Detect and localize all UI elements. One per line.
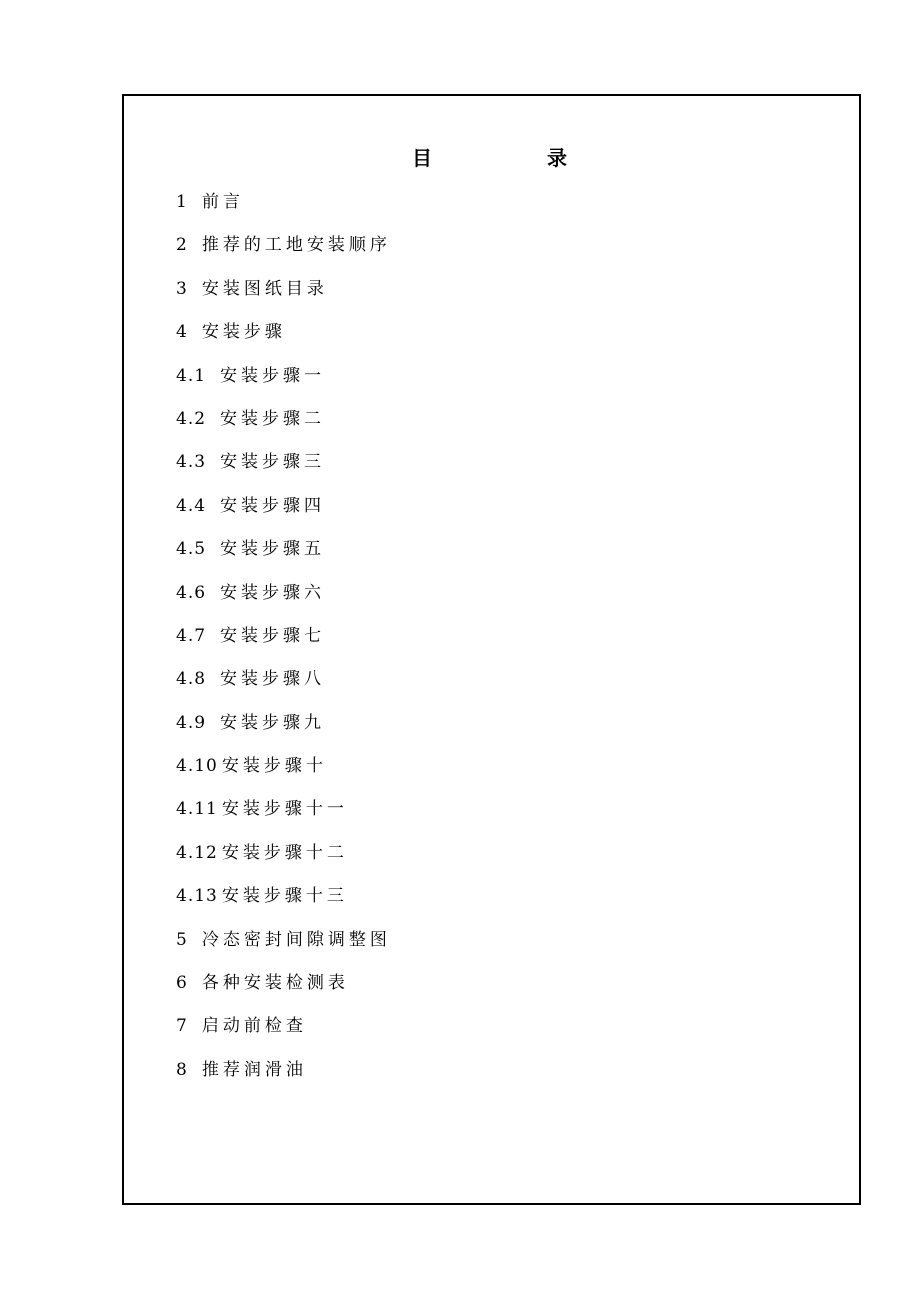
toc-item-4-10[interactable]	[176, 753, 391, 796]
toc-item-4-6[interactable]	[176, 580, 391, 623]
toc-item-1[interactable]	[176, 189, 391, 232]
toc-item-label: 前言	[201, 192, 244, 212]
toc-item-4-13[interactable]	[176, 883, 391, 926]
toc-item-number: 4.3	[176, 452, 207, 473]
toc-item-number: 4.10	[176, 756, 218, 777]
toc-item-label: 安装步骤四	[220, 495, 326, 516]
toc-item-number: 1	[176, 192, 188, 212]
toc-item-number: 4.4	[176, 495, 207, 516]
toc-item-4-7[interactable]	[176, 623, 391, 666]
toc-item-number: 3	[176, 278, 188, 299]
toc-item-4-12[interactable]	[176, 840, 391, 883]
toc-item-label: 安装图纸目录	[201, 278, 328, 299]
toc-title	[0, 146, 920, 170]
toc-item-number: 4.2	[176, 408, 207, 429]
toc-item-number: 4.1	[176, 365, 207, 386]
toc-item-label: 各种安装检测表	[201, 973, 349, 994]
toc-item-label: 推荐的工地安装顺序	[201, 235, 391, 256]
toc-item-label: 安装步骤五	[220, 539, 326, 560]
toc-item-label: 推荐润滑油	[201, 1059, 307, 1080]
toc-item-4-5[interactable]	[176, 536, 391, 579]
toc-item-label: 安装步骤二	[220, 408, 326, 429]
toc-title-char-2: 录	[547, 146, 567, 170]
toc-item-label: 安装步骤三	[220, 452, 326, 473]
toc-item-number: 5	[176, 929, 188, 950]
toc-item-number: 4.11	[176, 799, 218, 820]
toc-item-number: 8	[176, 1059, 188, 1080]
toc-list	[176, 189, 391, 1100]
toc-item-number: 6	[176, 973, 188, 994]
toc-item-number: 4.13	[176, 886, 218, 907]
toc-item-label: 安装步骤七	[220, 625, 326, 646]
toc-item-number: 4.12	[176, 842, 218, 863]
toc-item-number: 4	[176, 322, 188, 343]
toc-item-label: 安装步骤十二	[221, 842, 348, 863]
toc-item-8[interactable]	[176, 1057, 391, 1100]
toc-item-label: 安装步骤十	[221, 756, 327, 777]
toc-item-label: 启动前检查	[201, 1016, 307, 1037]
toc-item-5[interactable]	[176, 927, 391, 970]
toc-item-label: 安装步骤十三	[221, 886, 348, 907]
toc-item-4[interactable]	[176, 319, 391, 362]
toc-item-label: 安装步骤一	[220, 365, 326, 386]
toc-item-label: 安装步骤六	[220, 582, 326, 603]
toc-title-char-1: 目	[412, 146, 432, 170]
toc-item-4-4[interactable]	[176, 493, 391, 536]
toc-item-2[interactable]	[176, 232, 391, 275]
toc-item-4-3[interactable]	[176, 449, 391, 492]
toc-item-6[interactable]	[176, 970, 391, 1013]
toc-item-label: 安装步骤十一	[221, 799, 348, 820]
toc-item-number: 7	[176, 1016, 188, 1037]
toc-item-number: 4.5	[176, 539, 207, 560]
toc-item-label: 安装步骤九	[220, 712, 326, 733]
toc-item-number: 4.6	[176, 582, 207, 603]
toc-item-4-2[interactable]	[176, 406, 391, 449]
toc-item-number: 4.8	[176, 669, 207, 690]
toc-item-4-1[interactable]	[176, 363, 391, 406]
toc-item-4-11[interactable]	[176, 796, 391, 839]
toc-item-number: 4.7	[176, 625, 207, 646]
toc-item-3[interactable]	[176, 276, 391, 319]
toc-item-number: 2	[176, 235, 188, 256]
toc-item-4-8[interactable]	[176, 666, 391, 709]
toc-item-number: 4.9	[176, 712, 207, 733]
toc-item-label: 冷态密封间隙调整图	[201, 929, 391, 950]
toc-item-7[interactable]	[176, 1013, 391, 1056]
toc-item-label: 安装步骤	[201, 322, 286, 343]
toc-item-4-9[interactable]	[176, 710, 391, 753]
toc-item-label: 安装步骤八	[220, 669, 326, 690]
